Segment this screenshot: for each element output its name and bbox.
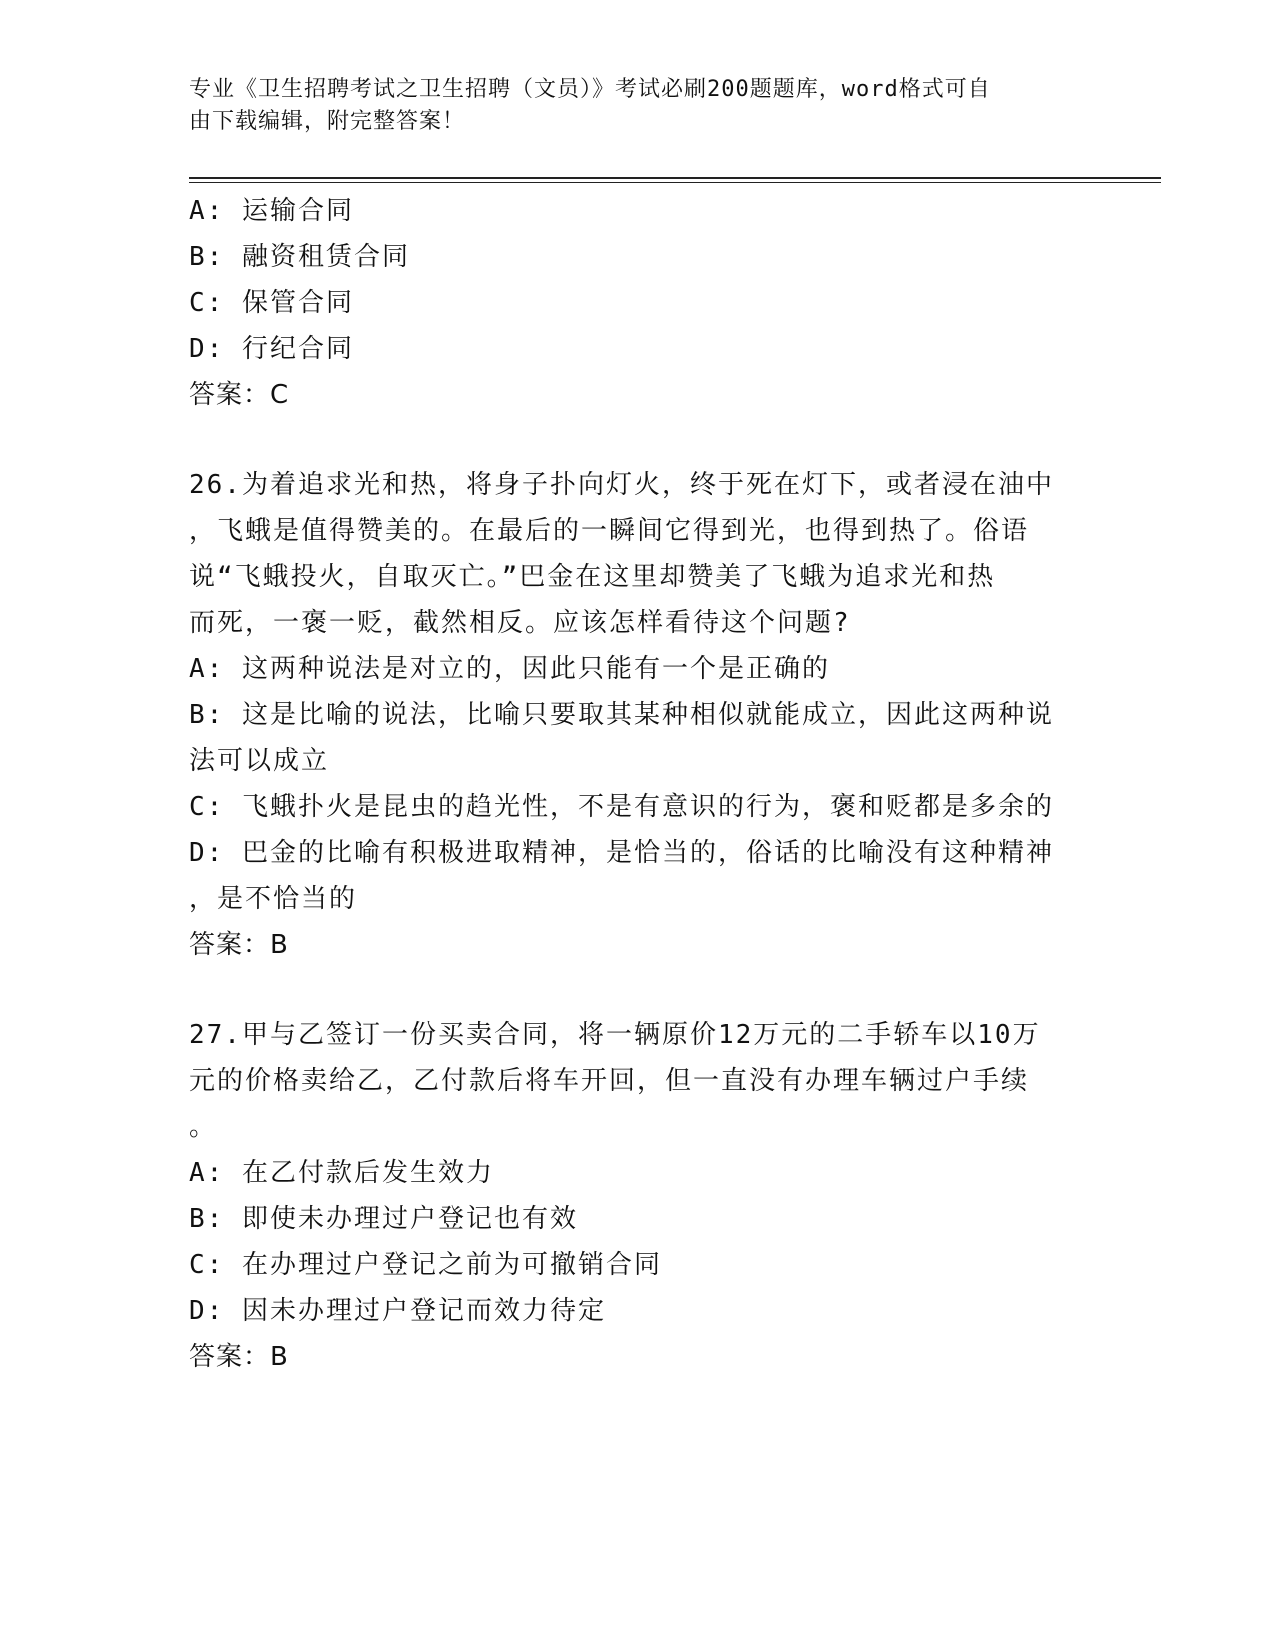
header-title-line-1: 专业《卫生招聘考试之卫生招聘（文员）》考试必刷200题题库，word格式可自 — [189, 77, 991, 102]
option-d: D: 巴金的比喻有积极进取精神，是恰当的，俗话的比喻没有这种精神 — [189, 838, 1054, 868]
option-b-continued: 法可以成立 — [189, 746, 330, 776]
option-b: B: 融资租赁合同 — [189, 242, 410, 272]
header-divider — [189, 177, 1161, 183]
header-divider-thick — [189, 177, 1161, 179]
answer: 答案：B — [189, 930, 289, 960]
option-c: C: 在办理过户登记之前为可撤销合同 — [189, 1250, 662, 1280]
option-a: A: 运输合同 — [189, 196, 354, 226]
question-stem-line: 。 — [189, 1112, 218, 1142]
question-stem-line: 说“飞蛾投火，自取灭亡。”巴金在这里却赞美了飞蛾为追求光和热 — [189, 562, 996, 592]
question-stem-line: 元的价格卖给乙，乙付款后将车开回，但一直没有办理车辆过户手续 — [189, 1066, 1030, 1096]
question-spacer — [189, 968, 1089, 1012]
question-spacer — [189, 418, 1089, 462]
option-d-continued: ，是不恰当的 — [189, 884, 358, 914]
answer: 答案：C — [189, 380, 290, 410]
option-d: D: 行纪合同 — [189, 334, 354, 364]
document-body — [189, 188, 1089, 1380]
answer: 答案：B — [189, 1342, 289, 1372]
header-divider-thin — [189, 182, 1161, 183]
option-b: B: 即使未办理过户登记也有效 — [189, 1204, 578, 1234]
option-c: C: 飞蛾扑火是昆虫的趋光性，不是有意识的行为，褒和贬都是多余的 — [189, 792, 1054, 822]
question-stem-line: 而死，一褒一贬，截然相反。应该怎样看待这个问题? — [189, 608, 851, 638]
option-d: D: 因未办理过户登记而效力待定 — [189, 1296, 606, 1326]
question-stem-line: 27.甲与乙签订一份买卖合同，将一辆原价12万元的二手轿车以10万 — [189, 1020, 1041, 1050]
option-b: B: 这是比喻的说法，比喻只要取其某种相似就能成立，因此这两种说 — [189, 700, 1054, 730]
document-header — [189, 74, 1069, 138]
option-a: A: 这两种说法是对立的，因此只能有一个是正确的 — [189, 654, 830, 684]
header-title-line-2: 由下载编辑，附完整答案！ — [189, 109, 466, 134]
option-a: A: 在乙付款后发生效力 — [189, 1158, 494, 1188]
question-stem-line: ，飞蛾是值得赞美的。在最后的一瞬间它得到光，也得到热了。俗语 — [189, 516, 1030, 546]
option-c: C: 保管合同 — [189, 288, 354, 318]
question-27 — [189, 1012, 1089, 1380]
question-25 — [189, 188, 1089, 418]
question-26 — [189, 462, 1089, 968]
question-stem-line: 26.为着追求光和热，将身子扑向灯火，终于死在灯下，或者浸在油中 — [189, 470, 1054, 500]
